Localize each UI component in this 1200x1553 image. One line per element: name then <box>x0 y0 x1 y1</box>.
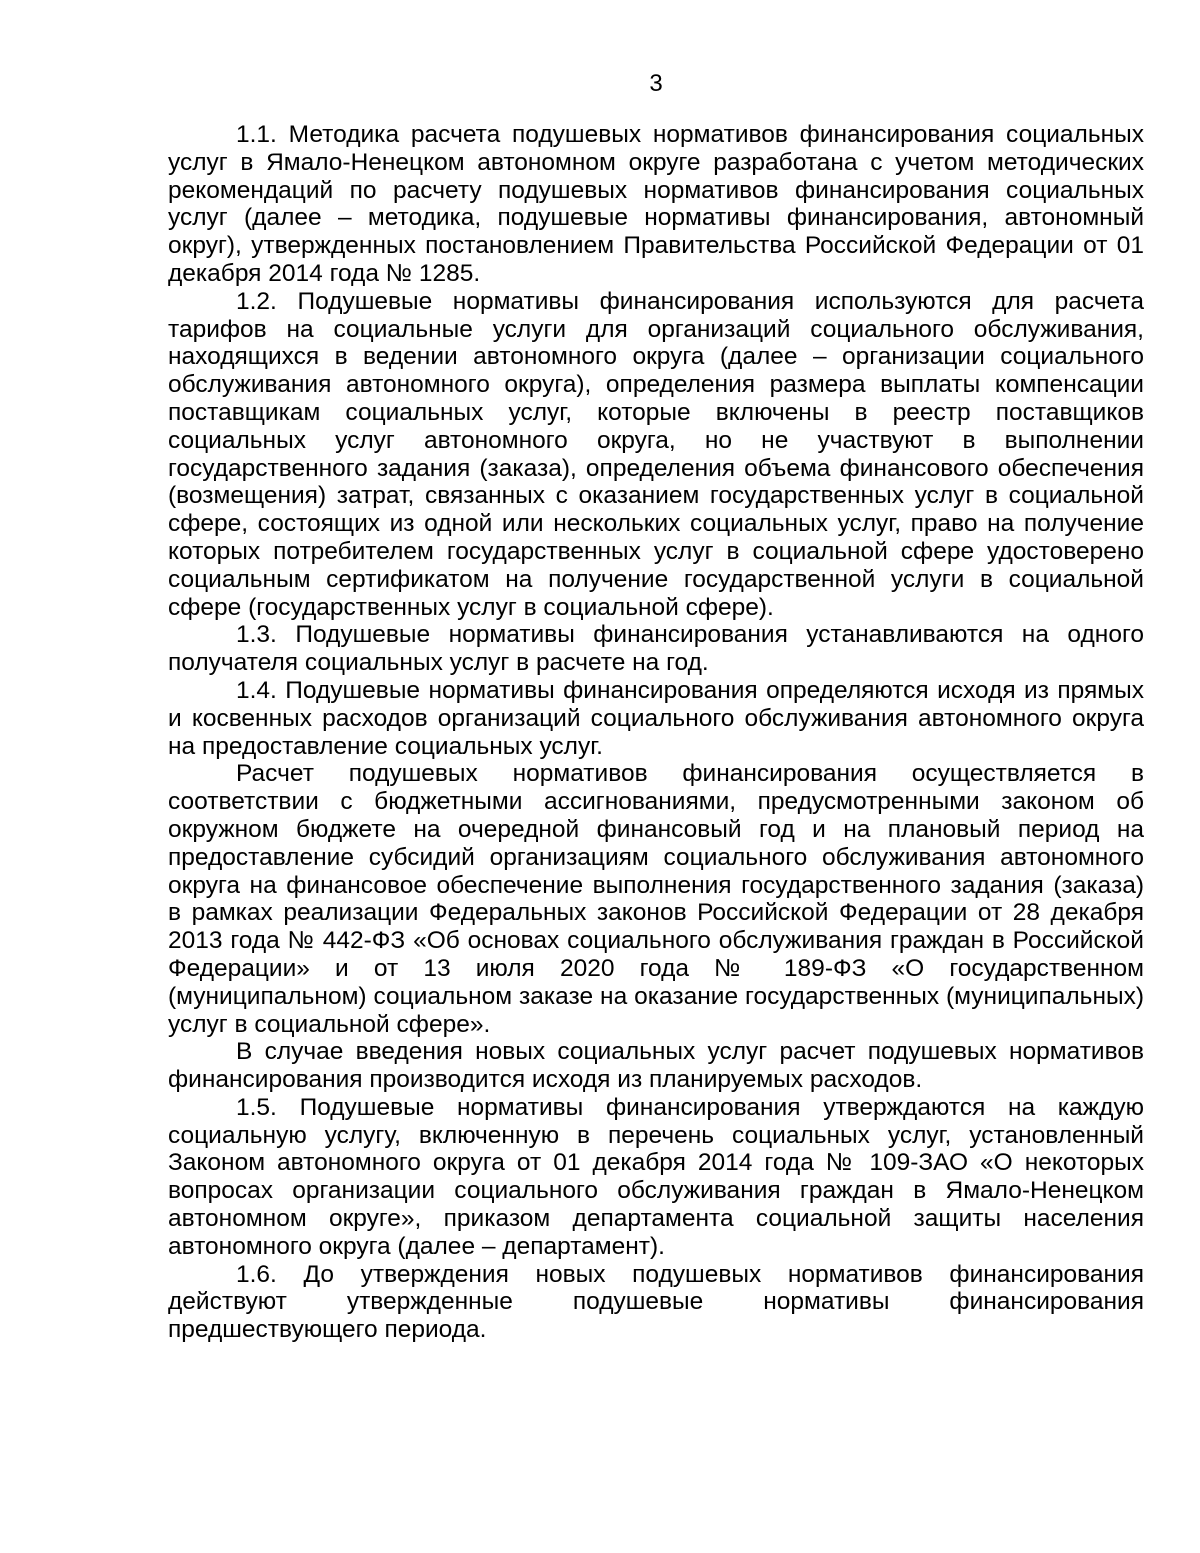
paragraph-new-services <box>168 1038 1144 1094</box>
paragraph-1-5 <box>168 1094 1144 1261</box>
paragraph-number: 1.2. <box>236 287 298 315</box>
paragraph-number: 1.4. <box>236 676 286 704</box>
paragraph-calculation <box>168 760 1144 1038</box>
paragraph-text: Методика расчета подушевых нормативов финансирования социальных услуг в Ямало-Ненецком автономном округе разработана с учетом методических рекомендаций по расчету подушевых нормативов финансирования социальных услуг (далее – методика, подушевые нормативы финансирования, автономный округ), утвержденных постановлением Правительства Российской Федерации от 01 декабря 2014 года № 1285. <box>168 121 1144 287</box>
paragraph-text: Расчет подушевых нормативов финансирования осуществляется в соответствии с бюджетными ассигнованиями, предусмотренными законом об окружном бюджете на очередной финансовый год и на плановый период на предоставление субсидий организациям социального обслуживания автономного округа на финансовое обеспечение выполнения государственного задания (заказа) в рамках реализации Федеральных законов Российской Федерации от 28 декабря 2013 года № 442-ФЗ «Об основах социального обслуживания граждан в Российской Федерации» и от 13 июля 2020 года № 189-ФЗ «О государственном (муниципальном) социальном заказе на оказание государственных (муниципальных) услуг в социальной сфере». <box>168 760 1144 1038</box>
paragraph-number: 1.3. <box>236 621 296 649</box>
paragraph-number: 1.6. <box>236 1260 304 1288</box>
paragraph-text: Подушевые нормативы финансирования определяются исходя из прямых и косвенных расходов организаций социального обслуживания автономного округа на предоставление социальных услуг. <box>168 676 1144 760</box>
paragraph-1-4 <box>168 677 1144 760</box>
page-number: 3 <box>649 70 663 97</box>
paragraph-text: Подушевые нормативы финансирования утверждаются на каждую социальную услугу, включенную в перечень социальных услуг, установленный Законом автономного округа от 01 декабря 2014 года № 109-ЗАО «О некоторых вопросах организации социального обслуживания граждан в Ямало-Ненецком автономном округе», приказом департамента социальной защиты населения автономного округа (далее – департамент). <box>168 1093 1144 1260</box>
paragraph-number: 1.5. <box>236 1093 300 1121</box>
paragraph-text: Подушевые нормативы финансирования используются для расчета тарифов на социальные услуги для организаций социального обслуживания, находящихся в ведении автономного округа (далее – организации социального обслуживания автономного округа), определения размера выплаты компенсации поставщикам социальных услуг, которые включены в реестр поставщиков социальных услуг автономного округа, но не участвуют в выполнении государственного задания (заказа), определения объема финансового обеспечения (возмещения) затрат, связанных с оказанием государственных услуг в социальной сфере, состоящих из одной или нескольких социальных услуг, право на получение которых потребителем государственных услуг в социальной сфере удостоверено социальным сертификатом на получение государственной услуги в социальной сфере (государственных услуг в социальной сфере). <box>168 287 1144 621</box>
paragraph-number: 1.1. <box>236 121 289 148</box>
paragraph-text: Подушевые нормативы финансирования устанавливаются на одного получателя социальных услуг в расчете на год. <box>168 621 1144 677</box>
paragraph-1-6 <box>168 1261 1144 1344</box>
document-body <box>168 121 1144 1344</box>
paragraph-text: До утверждения новых подушевых нормативов финансирования действуют утвержденные подушевые нормативы финансирования предшествующего периода. <box>168 1260 1144 1344</box>
paragraph-text: В случае введения новых социальных услуг расчет подушевых нормативов финансирования производится исходя из планируемых расходов. <box>168 1038 1144 1094</box>
paragraph-1-3 <box>168 621 1144 677</box>
paragraph-1-2 <box>168 288 1144 622</box>
paragraph-1-1 <box>168 121 1144 288</box>
